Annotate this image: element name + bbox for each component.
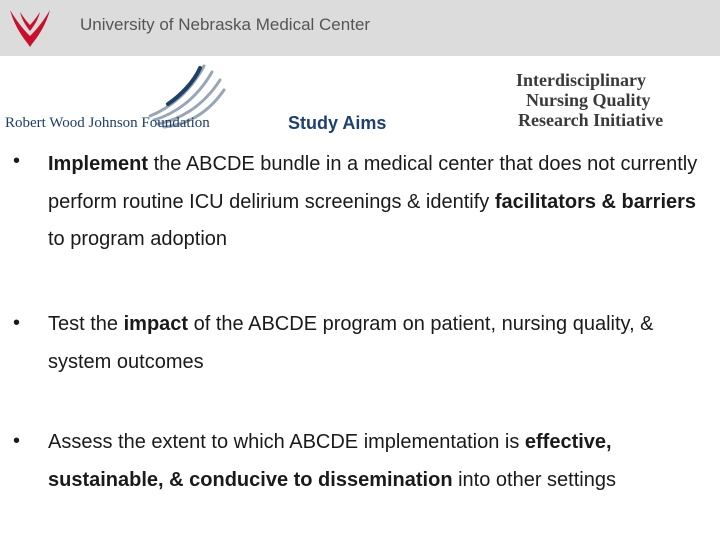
header-bar	[0, 0, 720, 56]
aim-item	[48, 424, 713, 499]
aim-text: to program adoption	[48, 228, 228, 250]
institution-name: University of Nebraska Medical Center	[80, 15, 371, 34]
bullet-dot: •	[13, 430, 21, 452]
aim-text: into other settings	[452, 468, 616, 491]
aim-emphasis-text: facilitators & barriers	[494, 190, 697, 213]
aim-emphasis-text: effective, sustainable, & conducive to dissemination	[48, 431, 612, 491]
aim-item	[48, 306, 713, 381]
bullet-dot: •	[13, 150, 21, 172]
inqri-logo	[516, 70, 663, 130]
unmc-logo-icon	[4, 6, 56, 50]
aim-text: the ABCDE bundle in a medical center that does not currently perform routine ICU delirium screenings & identify	[48, 153, 698, 213]
inqri-logo-line: Interdisciplinary	[516, 70, 647, 90]
bullet-dot: •	[13, 312, 21, 334]
aim-item	[48, 146, 713, 259]
aim-text: Assess the extent to which ABCDE implementation is	[48, 431, 525, 453]
inqri-logo-line: Nursing Quality	[526, 90, 651, 110]
aim-text: Test the	[48, 313, 124, 335]
aim-emphasis-text: impact	[123, 313, 189, 335]
aim-text: of the ABCDE program on patient, nursing quality, & system outcomes	[48, 313, 654, 373]
inqri-logo-line: Research Initiative	[518, 110, 664, 130]
slide-title: Study Aims	[288, 113, 387, 133]
aim-emphasis-text: Implement	[48, 153, 149, 175]
rwj-logo-text: Robert Wood Johnson Foundation	[5, 115, 210, 131]
